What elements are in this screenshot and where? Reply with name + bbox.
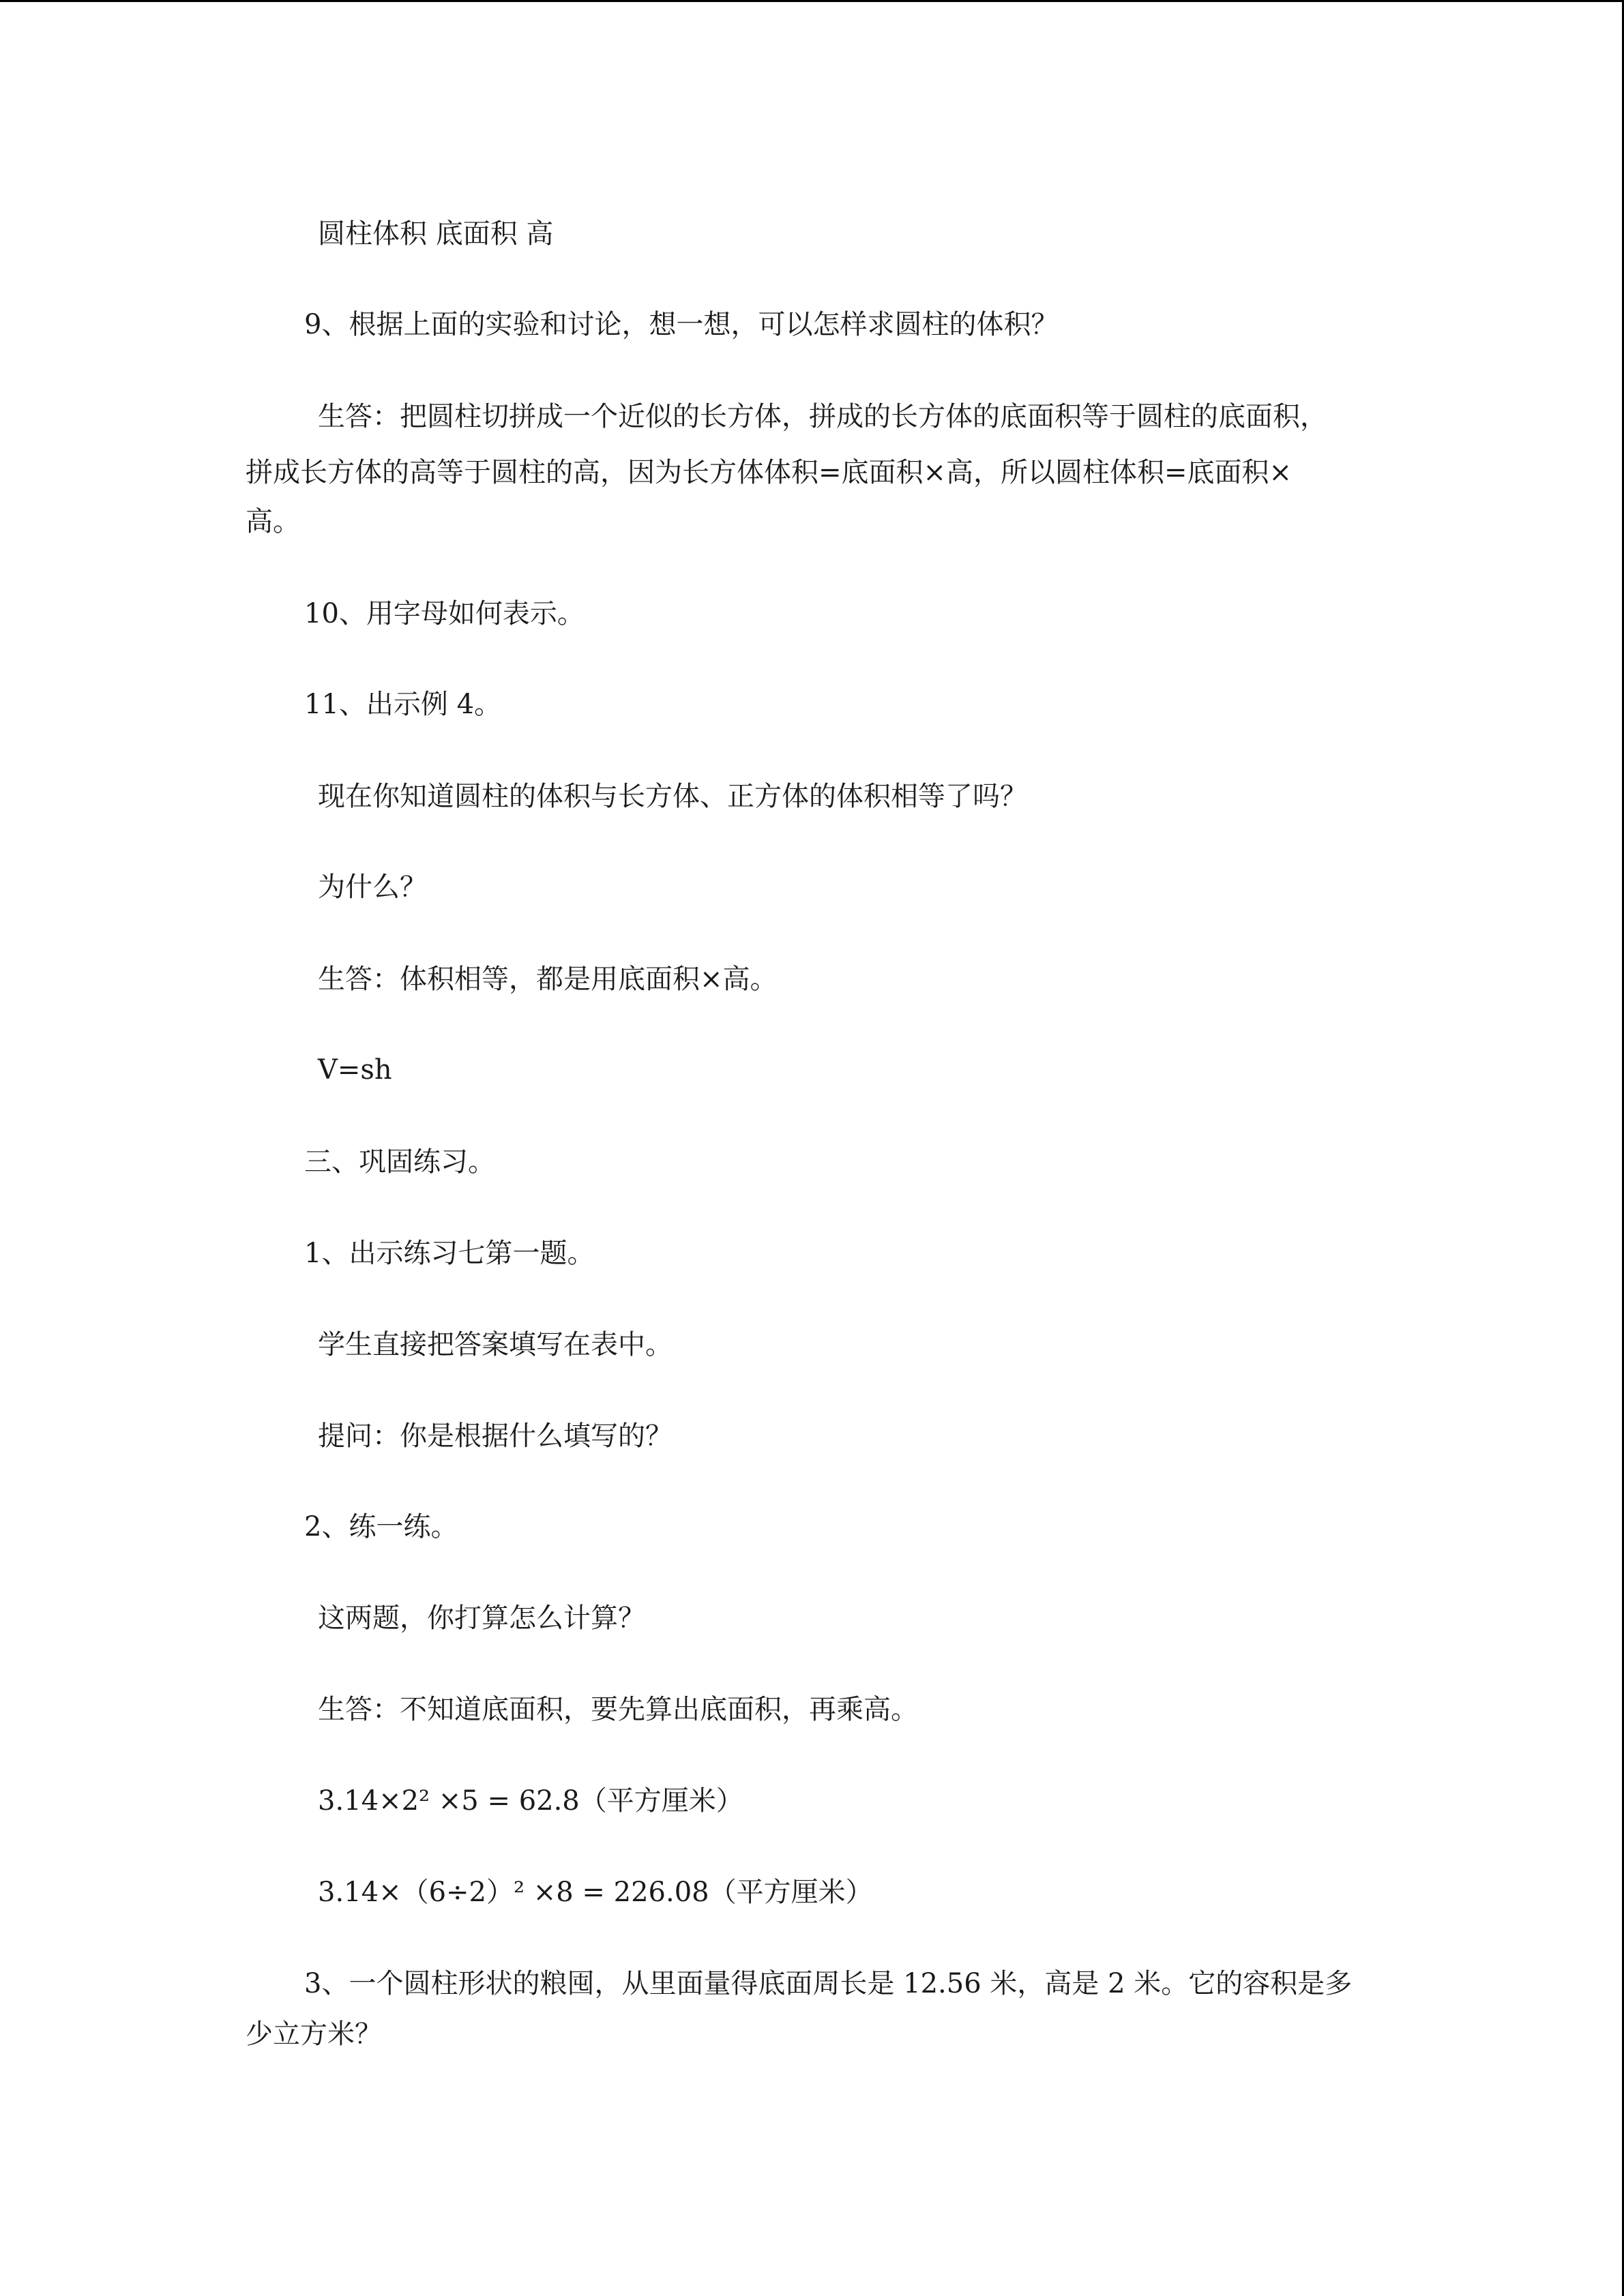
section-heading-practice: 三、巩固练习。	[304, 1146, 495, 1178]
paragraph-answer-line-3: 高。	[246, 506, 300, 537]
paragraph-why: 为什么？	[318, 871, 427, 903]
paragraph-answer-line-2: 拼成长方体的高等于圆柱的高，因为长方体体积=底面积×高，所以圆柱体积=底面积×	[246, 457, 1293, 488]
paragraph-exercise-3-line-1: 3、一个圆柱形状的粮囤，从里面量得底面周长是 12.56 米，高是 2 米。它的容积是多	[304, 1968, 1353, 1999]
paragraph-answer-line-1: 生答：把圆柱切拼成一个近似的长方体，拼成的长方体的底面积等于圆柱的底面积，	[318, 401, 1327, 432]
paragraph-formula: V=sh	[318, 1054, 392, 1086]
paragraph-exercise-1: 1、出示练习七第一题。	[304, 1238, 595, 1269]
paragraph-compare-question: 现在你知道圆柱的体积与长方体、正方体的体积相等了吗？	[318, 781, 1027, 812]
paragraph-calculation-1: 3.14×2² ×5 = 62.8（平方厘米）	[318, 1785, 743, 1817]
paragraph-question-10: 10、用字母如何表示。	[304, 598, 585, 629]
paragraph-exercise-3-line-2: 少立方米？	[246, 2018, 382, 2050]
paragraph-volume-terms: 圆柱体积 底面积 高	[318, 218, 554, 250]
paragraph-how-calculate: 这两题，你打算怎么计算？	[318, 1602, 645, 1634]
paragraph-calculation-2: 3.14×（6÷2）² ×8 = 226.08（平方厘米）	[318, 1877, 873, 1908]
paragraph-question-9: 9、根据上面的实验和讨论，想一想，可以怎样求圆柱的体积？	[304, 309, 1059, 340]
paragraph-question-11: 11、出示例 4。	[304, 689, 502, 720]
paragraph-answer-equal: 生答：体积相等，都是用底面积×高。	[318, 964, 778, 995]
paragraph-answer-base-area: 生答：不知道底面积，要先算出底面积，再乘高。	[318, 1694, 918, 1725]
paragraph-ask-basis: 提问：你是根据什么填写的？	[318, 1420, 673, 1452]
paragraph-fill-table: 学生直接把答案填写在表中。	[318, 1329, 673, 1360]
paragraph-exercise-2: 2、练一练。	[304, 1511, 458, 1542]
